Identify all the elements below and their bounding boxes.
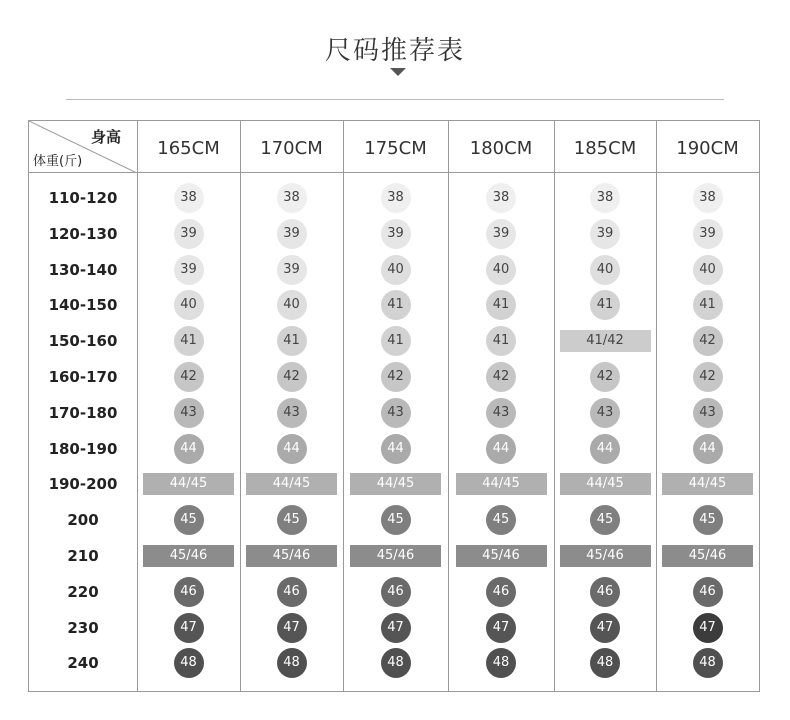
size-badge: 44	[174, 434, 204, 464]
size-badge: 38	[277, 183, 307, 213]
size-badge: 46	[381, 577, 411, 607]
size-badge: 47	[381, 613, 411, 643]
size-bar: 44/45	[662, 473, 753, 495]
table-corner-cell	[29, 121, 137, 173]
size-badge: 44	[381, 434, 411, 464]
size-badge: 42	[486, 362, 516, 392]
size-badge: 44	[693, 434, 723, 464]
size-badge: 42	[277, 362, 307, 392]
column-divider	[343, 121, 344, 691]
size-badge: 39	[381, 219, 411, 249]
weight-label: 130-140	[48, 260, 118, 279]
size-badge: 42	[174, 362, 204, 392]
size-bar: 45/46	[246, 545, 337, 567]
divider	[66, 99, 724, 100]
page-title: 尺码推荐表	[324, 36, 465, 66]
weight-label: 180-190	[48, 439, 118, 458]
weight-label: 210	[67, 547, 99, 565]
size-badge: 44	[590, 434, 620, 464]
weight-label: 220	[67, 582, 99, 601]
size-badge: 45	[381, 505, 411, 535]
size-badge: 45	[590, 505, 620, 535]
column-divider	[448, 121, 449, 691]
size-badge: 38	[693, 183, 723, 213]
weight-label: 190-200	[48, 475, 118, 494]
height-header-190cm: 190CM	[676, 138, 739, 159]
size-badge: 45	[486, 505, 516, 535]
height-header-170cm: 170CM	[260, 138, 323, 159]
size-badge: 48	[486, 648, 516, 678]
size-badge: 44	[486, 434, 516, 464]
size-badge: 45	[277, 505, 307, 535]
size-table	[28, 120, 760, 692]
column-divider	[137, 121, 138, 691]
size-badge: 41	[381, 326, 411, 356]
caret-down-icon	[390, 68, 406, 76]
size-badge: 41	[277, 326, 307, 356]
height-header-165cm: 165CM	[157, 138, 220, 159]
size-badge: 39	[486, 219, 516, 249]
size-badge: 41	[486, 290, 516, 320]
size-bar: 44/45	[350, 473, 441, 495]
weight-label: 230	[67, 618, 99, 637]
size-badge: 39	[693, 219, 723, 249]
size-badge: 44	[277, 434, 307, 464]
size-bar: 45/46	[560, 545, 651, 567]
size-badge: 47	[693, 613, 723, 643]
size-badge: 43	[381, 398, 411, 428]
size-bar: 44/45	[143, 473, 234, 495]
size-badge: 48	[277, 648, 307, 678]
size-badge: 41	[693, 290, 723, 320]
size-badge: 40	[590, 255, 620, 285]
weight-label: 160-170	[48, 368, 118, 386]
size-badge: 48	[693, 648, 723, 678]
size-badge: 39	[277, 219, 307, 249]
size-badge: 39	[174, 255, 204, 285]
size-badge: 40	[381, 255, 411, 285]
size-badge: 46	[486, 577, 516, 607]
size-badge: 38	[174, 183, 204, 213]
size-badge: 48	[381, 648, 411, 678]
size-badge: 46	[590, 577, 620, 607]
size-badge: 43	[590, 398, 620, 428]
size-badge: 48	[174, 648, 204, 678]
weight-label: 170-180	[48, 403, 118, 422]
size-badge: 47	[486, 613, 516, 643]
size-badge: 43	[174, 398, 204, 428]
height-axis-label: 身高	[90, 128, 121, 146]
size-badge: 41	[174, 326, 204, 356]
size-badge: 42	[693, 326, 723, 356]
size-badge: 39	[590, 219, 620, 249]
size-badge: 38	[590, 183, 620, 213]
size-badge: 47	[277, 613, 307, 643]
size-badge: 41	[590, 290, 620, 320]
size-bar: 45/46	[143, 545, 234, 567]
size-bar: 45/46	[350, 545, 441, 567]
size-badge: 45	[693, 505, 723, 535]
weight-label: 140-150	[48, 296, 118, 315]
size-badge: 42	[693, 362, 723, 392]
size-badge: 47	[174, 613, 204, 643]
size-badge: 46	[174, 577, 204, 607]
size-badge: 43	[486, 398, 516, 428]
column-divider	[656, 121, 657, 691]
weight-label: 240	[67, 654, 99, 673]
weight-label: 110-120	[48, 189, 118, 207]
size-badge: 46	[277, 577, 307, 607]
column-divider	[240, 121, 241, 691]
size-badge: 40	[277, 290, 307, 320]
height-header-185cm: 185CM	[573, 138, 637, 159]
weight-label: 150-160	[48, 332, 118, 351]
size-badge: 46	[693, 577, 723, 607]
size-badge: 40	[486, 255, 516, 285]
size-badge: 45	[174, 505, 204, 535]
weight-label: 120-130	[48, 224, 118, 243]
weight-axis-label: 体重(斤)	[33, 154, 83, 169]
size-badge: 43	[277, 398, 307, 428]
size-bar: 44/45	[246, 473, 337, 495]
size-badge: 40	[174, 290, 204, 320]
size-badge: 38	[486, 183, 516, 213]
size-badge: 40	[693, 255, 723, 285]
size-bar: 44/45	[560, 473, 651, 495]
size-bar: 41/42	[560, 330, 651, 352]
size-badge: 39	[277, 255, 307, 285]
height-header-175cm: 175CM	[364, 138, 427, 159]
size-bar: 45/46	[662, 545, 753, 567]
height-header-180cm: 180CM	[469, 138, 533, 159]
size-badge: 48	[590, 648, 620, 678]
size-badge: 38	[381, 183, 411, 213]
header-row	[29, 121, 759, 173]
size-badge: 41	[381, 290, 411, 320]
weight-label: 200	[67, 511, 99, 530]
size-badge: 42	[381, 362, 411, 392]
size-badge: 41	[486, 326, 516, 356]
size-bar: 45/46	[456, 545, 547, 567]
size-badge: 39	[174, 219, 204, 249]
size-bar: 44/45	[456, 473, 547, 495]
column-divider	[554, 121, 555, 691]
size-badge: 43	[693, 398, 723, 428]
size-badge: 47	[590, 613, 620, 643]
size-badge: 42	[590, 362, 620, 392]
